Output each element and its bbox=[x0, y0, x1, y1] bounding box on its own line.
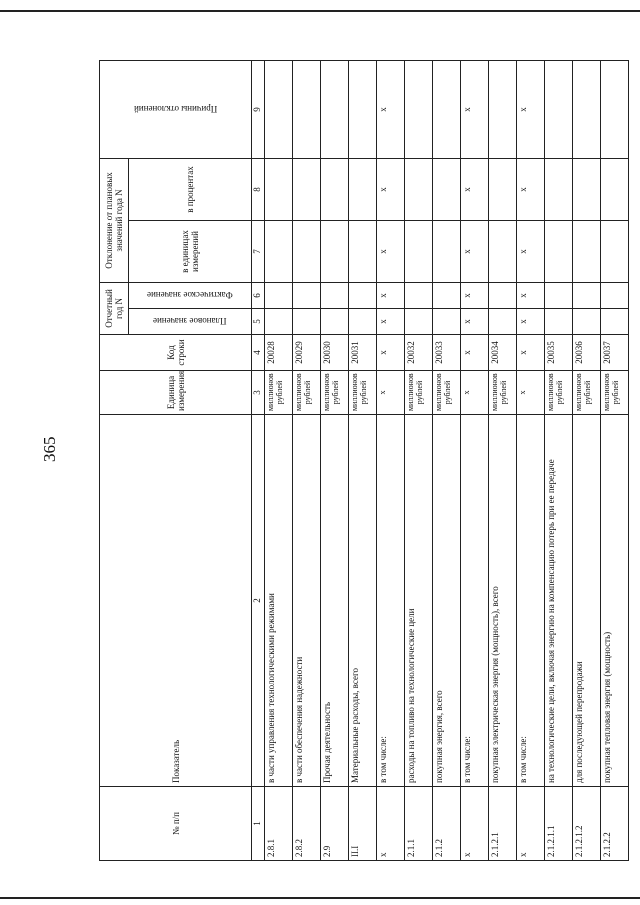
cell-dev-percent bbox=[321, 158, 349, 220]
page-number: 365 bbox=[40, 436, 59, 462]
cell-dev-units bbox=[293, 220, 321, 282]
cell-code: 20036 bbox=[573, 335, 601, 371]
header-reasons-text: Причины отклонений bbox=[133, 104, 218, 115]
cell-indicator: покупная энергия, всего bbox=[433, 415, 461, 787]
rotated-table-frame bbox=[99, 61, 620, 861]
header-indicator: Показатель bbox=[100, 415, 252, 787]
cell-reasons bbox=[349, 60, 377, 158]
cell-actual bbox=[573, 282, 601, 308]
cell-dev-units bbox=[321, 220, 349, 282]
cell-indicator: на технологические цели, включая энергию на компенсацию потерь при ее передаче bbox=[545, 415, 573, 787]
cell-planned bbox=[601, 309, 629, 335]
cell-dev-units: x bbox=[377, 220, 405, 282]
scan-edge-top bbox=[0, 10, 640, 12]
cell-code: 20030 bbox=[321, 335, 349, 371]
table-row bbox=[405, 60, 433, 860]
cell-code: 20035 bbox=[545, 335, 573, 371]
table-row bbox=[293, 60, 321, 860]
table-row bbox=[601, 60, 629, 860]
cell-planned bbox=[349, 309, 377, 335]
cell-unit: x bbox=[461, 371, 489, 415]
cell-code: 20032 bbox=[405, 335, 433, 371]
cell-indicator: в том числе: bbox=[461, 415, 489, 787]
table-row bbox=[377, 60, 405, 860]
cell-code: x bbox=[461, 335, 489, 371]
table-container bbox=[99, 61, 620, 861]
cell-code: x bbox=[377, 335, 405, 371]
cell-unit: миллионов рублей bbox=[601, 371, 629, 415]
table-row bbox=[265, 60, 293, 860]
header-reasons bbox=[100, 60, 252, 158]
cell-unit: миллионов рублей bbox=[433, 371, 461, 415]
cell-dev-units bbox=[405, 220, 433, 282]
cell-unit: миллионов рублей bbox=[489, 371, 517, 415]
cell-reasons bbox=[489, 60, 517, 158]
cell-dev-units bbox=[545, 220, 573, 282]
table-row bbox=[545, 60, 573, 860]
cell-unit: миллионов рублей bbox=[405, 371, 433, 415]
colnum-9: 9 bbox=[252, 60, 265, 158]
cell-num: 2.9 bbox=[321, 787, 349, 861]
header-dev-units: в единицах измерений bbox=[129, 220, 252, 282]
cell-unit: x bbox=[517, 371, 545, 415]
cell-code: 20029 bbox=[293, 335, 321, 371]
cell-indicator: в части обеспечения надежности bbox=[293, 415, 321, 787]
table-row bbox=[321, 60, 349, 860]
header-num: № п/п bbox=[100, 787, 252, 861]
colnum-3: 3 bbox=[252, 371, 265, 415]
cell-planned bbox=[405, 309, 433, 335]
cell-code: 20034 bbox=[489, 335, 517, 371]
cell-dev-percent bbox=[545, 158, 573, 220]
cell-unit: x bbox=[377, 371, 405, 415]
cell-actual: x bbox=[377, 282, 405, 308]
cell-dev-percent bbox=[265, 158, 293, 220]
column-number-row bbox=[252, 60, 265, 860]
cell-dev-units bbox=[573, 220, 601, 282]
cell-num: x bbox=[377, 787, 405, 861]
cell-reasons bbox=[433, 60, 461, 158]
table-row bbox=[517, 60, 545, 860]
cell-num: 2.1.2.2 bbox=[601, 787, 629, 861]
cell-dev-percent: x bbox=[517, 158, 545, 220]
cell-indicator: Прочая деятельность bbox=[321, 415, 349, 787]
header-deviation: Отклонение от плановых значений года N bbox=[100, 158, 129, 282]
colnum-5: 5 bbox=[252, 309, 265, 335]
cell-reasons: x bbox=[517, 60, 545, 158]
cell-actual bbox=[433, 282, 461, 308]
cell-indicator: для последующей перепродажи bbox=[573, 415, 601, 787]
cell-actual bbox=[293, 282, 321, 308]
colnum-6: 6 bbox=[252, 282, 265, 308]
cell-planned bbox=[573, 309, 601, 335]
colnum-4: 4 bbox=[252, 335, 265, 371]
cell-num: 2.8.2 bbox=[293, 787, 321, 861]
cell-planned: x bbox=[517, 309, 545, 335]
report-table bbox=[99, 60, 629, 861]
scan-edge-bottom bbox=[0, 897, 640, 899]
cell-planned bbox=[321, 309, 349, 335]
cell-num: 2.1.2.1 bbox=[489, 787, 517, 861]
header-code: Код строки bbox=[100, 335, 252, 371]
cell-num: II.I bbox=[349, 787, 377, 861]
header-actual bbox=[129, 282, 252, 308]
cell-code: 20033 bbox=[433, 335, 461, 371]
cell-planned bbox=[265, 309, 293, 335]
cell-dev-percent bbox=[433, 158, 461, 220]
cell-planned bbox=[545, 309, 573, 335]
cell-planned bbox=[293, 309, 321, 335]
cell-code: 20037 bbox=[601, 335, 629, 371]
table-row bbox=[433, 60, 461, 860]
cell-indicator: покупная тепловая энергия (мощность) bbox=[601, 415, 629, 787]
cell-dev-percent bbox=[405, 158, 433, 220]
cell-dev-percent bbox=[349, 158, 377, 220]
colnum-7: 7 bbox=[252, 220, 265, 282]
cell-dev-units bbox=[433, 220, 461, 282]
cell-reasons bbox=[545, 60, 573, 158]
colnum-1: 1 bbox=[252, 787, 265, 861]
cell-dev-percent bbox=[293, 158, 321, 220]
table-body bbox=[265, 60, 629, 860]
cell-dev-units bbox=[601, 220, 629, 282]
header-actual-text: Фактическое значение bbox=[147, 290, 233, 301]
table-row bbox=[461, 60, 489, 860]
cell-unit: миллионов рублей bbox=[265, 371, 293, 415]
cell-planned bbox=[489, 309, 517, 335]
header-dev-percent: в процентах bbox=[129, 158, 252, 220]
cell-indicator: в части управления технологическими режимами bbox=[265, 415, 293, 787]
header-row-1 bbox=[100, 60, 129, 860]
colnum-2: 2 bbox=[252, 415, 265, 787]
cell-reasons: x bbox=[461, 60, 489, 158]
cell-code: 20028 bbox=[265, 335, 293, 371]
cell-num: 2.1.1 bbox=[405, 787, 433, 861]
cell-dev-percent bbox=[573, 158, 601, 220]
cell-planned: x bbox=[377, 309, 405, 335]
cell-num: x bbox=[517, 787, 545, 861]
cell-reasons bbox=[265, 60, 293, 158]
cell-actual: x bbox=[517, 282, 545, 308]
cell-dev-percent: x bbox=[377, 158, 405, 220]
cell-dev-units bbox=[489, 220, 517, 282]
cell-planned: x bbox=[461, 309, 489, 335]
cell-dev-percent: x bbox=[461, 158, 489, 220]
cell-dev-percent bbox=[601, 158, 629, 220]
cell-dev-units bbox=[349, 220, 377, 282]
cell-num: 2.1.2 bbox=[433, 787, 461, 861]
table-row bbox=[489, 60, 517, 860]
cell-indicator: Материальные расходы, всего bbox=[349, 415, 377, 787]
cell-reasons bbox=[573, 60, 601, 158]
cell-planned bbox=[433, 309, 461, 335]
table-row bbox=[349, 60, 377, 860]
cell-indicator: покупная электрическая энергия (мощность), всего bbox=[489, 415, 517, 787]
header-unit: Единица измерения bbox=[100, 371, 252, 415]
cell-unit: миллионов рублей bbox=[321, 371, 349, 415]
cell-dev-percent bbox=[489, 158, 517, 220]
cell-dev-units: x bbox=[517, 220, 545, 282]
cell-reasons: x bbox=[377, 60, 405, 158]
cell-reasons bbox=[321, 60, 349, 158]
cell-code: x bbox=[517, 335, 545, 371]
cell-dev-units: x bbox=[461, 220, 489, 282]
cell-code: 20031 bbox=[349, 335, 377, 371]
cell-actual bbox=[321, 282, 349, 308]
cell-actual bbox=[489, 282, 517, 308]
cell-actual bbox=[545, 282, 573, 308]
cell-unit: миллионов рублей bbox=[545, 371, 573, 415]
cell-reasons bbox=[293, 60, 321, 158]
cell-unit: миллионов рублей bbox=[349, 371, 377, 415]
cell-unit: миллионов рублей bbox=[573, 371, 601, 415]
cell-reasons bbox=[405, 60, 433, 158]
cell-actual bbox=[601, 282, 629, 308]
header-planned bbox=[129, 309, 252, 335]
cell-indicator: в том числе: bbox=[517, 415, 545, 787]
cell-actual bbox=[265, 282, 293, 308]
cell-actual: x bbox=[461, 282, 489, 308]
cell-reasons bbox=[601, 60, 629, 158]
cell-dev-units bbox=[265, 220, 293, 282]
cell-unit: миллионов рублей bbox=[293, 371, 321, 415]
cell-num: x bbox=[461, 787, 489, 861]
cell-indicator: расходы на топливо на технологические цели bbox=[405, 415, 433, 787]
cell-actual bbox=[349, 282, 377, 308]
table-row bbox=[573, 60, 601, 860]
cell-actual bbox=[405, 282, 433, 308]
header-planned-text: Плановое значение bbox=[153, 316, 227, 327]
cell-num: 2.1.2.1.2 bbox=[573, 787, 601, 861]
cell-num: 2.8.1 bbox=[265, 787, 293, 861]
cell-num: 2.1.2.1.1 bbox=[545, 787, 573, 861]
cell-indicator: в том числе: bbox=[377, 415, 405, 787]
header-reporting-year: Отчетный год N bbox=[100, 282, 129, 334]
colnum-8: 8 bbox=[252, 158, 265, 220]
